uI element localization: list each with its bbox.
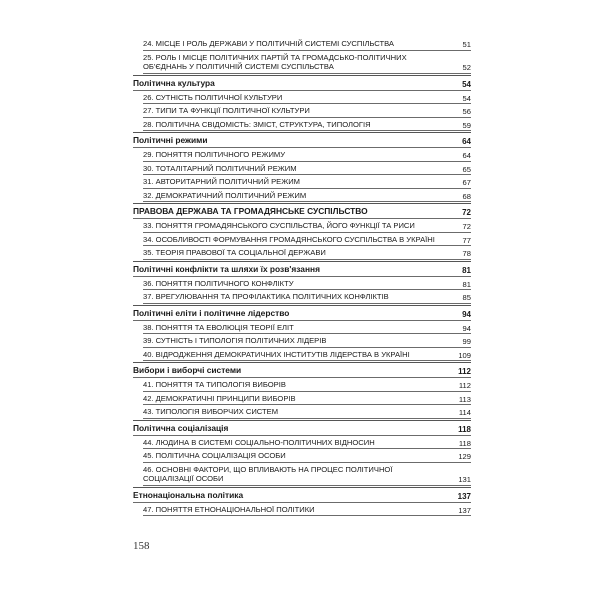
toc-entry xyxy=(133,437,471,451)
entry-title: 47. ПОНЯТТЯ ЕТНОНАЦІОНАЛЬНОЇ ПОЛІТИКИ xyxy=(143,505,471,517)
section-title: Політична культура xyxy=(133,78,471,91)
section-title: Вибори і виборчі системи xyxy=(133,365,471,378)
page-ref: 118 xyxy=(458,438,471,448)
entry-title: 43. ТИПОЛОГІЯ ВИБОРЧИХ СИСТЕМ xyxy=(143,407,471,419)
entry-title: 40. ВІДРОДЖЕННЯ ДЕМОКРАТИЧНИХ ІНСТИТУТІВ ЛІДЕРСТВА В УКРАЇНІ xyxy=(143,350,471,362)
entry-title: 32. ДЕМОКРАТИЧНИЙ ПОЛІТИЧНИЙ РЕЖИМ xyxy=(143,191,471,203)
section-title: ПРАВОВА ДЕРЖАВА ТА ГРОМАДЯНСЬКЕ СУСПІЛЬСТВО xyxy=(133,206,471,219)
toc-entry xyxy=(133,393,471,407)
toc-entry xyxy=(133,322,471,336)
toc-entry xyxy=(133,119,471,133)
page-ref: 52 xyxy=(462,63,471,72)
toc-entry xyxy=(133,335,471,349)
entry-title: 33. ПОНЯТТЯ ГРОМАДЯНСЬКОГО СУСПІЛЬСТВА, ЙОГО ФУНКЦІЇ ТА РИСИ xyxy=(143,221,471,233)
page-ref: 129 xyxy=(458,452,471,461)
entry-title: 38. ПОНЯТТЯ ТА ЕВОЛЮЦІЯ ТЕОРІЇ ЕЛІТ xyxy=(143,323,471,335)
entry-title: 37. ВРЕГУЛЮВАННЯ ТА ПРОФІЛАКТИКА ПОЛІТИЧНИХ КОНФЛІКТІВ xyxy=(143,292,471,304)
page-ref: 112 xyxy=(458,381,471,390)
page-ref: 78 xyxy=(462,249,471,258)
page-ref: 56 xyxy=(462,107,471,116)
page-ref: 112 xyxy=(458,367,471,376)
table-of-contents xyxy=(133,38,471,517)
page-ref: 54 xyxy=(462,79,471,89)
entry-title: 46. ОСНОВНІ ФАКТОРИ, ЩО ВПЛИВАЮТЬ НА ПРОЦЕС ПОЛІТИЧНОЇ СОЦІАЛІЗАЦІЇ ОСОБИ xyxy=(143,465,471,486)
entry-title: 31. АВТОРИТАРНИЙ ПОЛІТИЧНИЙ РЕЖИМ xyxy=(143,177,471,189)
toc-entry xyxy=(133,38,471,52)
toc-entry xyxy=(133,92,471,106)
section-title: Етнонаціональна політика xyxy=(133,490,471,503)
toc-entry xyxy=(133,220,471,234)
entry-title: 42. ДЕМОКРАТИЧНІ ПРИНЦИПИ ВИБОРІВ xyxy=(143,394,471,406)
entry-title: 36. ПОНЯТТЯ ПОЛІТИЧНОГО КОНФЛІКТУ xyxy=(143,279,471,291)
toc-section-heading xyxy=(133,203,471,220)
page-ref: 114 xyxy=(458,408,471,417)
toc-entry xyxy=(133,349,471,363)
page-ref: 51 xyxy=(462,40,471,49)
toc-section-heading xyxy=(133,362,471,379)
toc-entry xyxy=(133,52,471,75)
toc-entry xyxy=(133,406,471,420)
page-ref: 137 xyxy=(457,491,471,501)
toc-section-heading xyxy=(133,261,471,278)
page-ref: 68 xyxy=(462,191,471,201)
entry-title: 30. ТОТАЛІТАРНИЙ ПОЛІТИЧНИЙ РЕЖИМ xyxy=(143,164,471,176)
entry-title: 45. ПОЛІТИЧНА СОЦІАЛІЗАЦІЯ ОСОБИ xyxy=(143,451,471,463)
page-ref: 94 xyxy=(462,309,471,319)
entry-title: 29. ПОНЯТТЯ ПОЛІТИЧНОГО РЕЖИМУ xyxy=(143,150,471,162)
toc-entry xyxy=(133,379,471,393)
entry-title: 44. ЛЮДИНА В СИСТЕМІ СОЦІАЛЬНО-ПОЛІТИЧНИХ ВІДНОСИН xyxy=(143,438,471,450)
toc-entry xyxy=(133,247,471,261)
entry-title: 35. ТЕОРІЯ ПРАВОВОЇ ТА СОЦІАЛЬНОЇ ДЕРЖАВИ xyxy=(143,248,471,260)
page-ref: 65 xyxy=(462,164,471,174)
toc-section-heading xyxy=(133,132,471,149)
toc-entry xyxy=(133,163,471,177)
toc-entry xyxy=(133,278,471,292)
toc-entry xyxy=(133,105,471,119)
page-ref: 54 xyxy=(462,93,471,103)
page-ref: 81 xyxy=(462,279,471,289)
section-title: Політичні еліти і політичне лідерство xyxy=(133,308,471,321)
section-title: Політична соціалізація xyxy=(133,423,471,436)
page-ref: 137 xyxy=(458,505,471,515)
page-ref: 72 xyxy=(462,222,471,231)
page-number: 158 xyxy=(133,540,150,552)
entry-title: 25. РОЛЬ І МІСЦЕ ПОЛІТИЧНИХ ПАРТІЙ ТА ГРОМАДСЬКО-ПОЛІТИЧНИХ ОБ'ЄДНАНЬ У ПОЛІТИЧНІЙ СИСТЕМІ СУСПІЛЬСТВА xyxy=(143,53,471,74)
entry-title: 27. ТИПИ ТА ФУНКЦІЇ ПОЛІТИЧНОЇ КУЛЬТУРИ xyxy=(143,106,471,118)
page-ref: 85 xyxy=(462,293,471,302)
page-ref: 113 xyxy=(458,394,471,404)
toc-section-heading xyxy=(133,420,471,437)
toc-entry xyxy=(133,450,471,464)
toc-entry xyxy=(133,291,471,305)
entry-title: 24. МІСЦЕ І РОЛЬ ДЕРЖАВИ У ПОЛІТИЧНІЙ СИСТЕМІ СУСПІЛЬСТВА xyxy=(143,39,471,51)
page-ref: 64 xyxy=(462,137,471,146)
page-ref: 64 xyxy=(462,151,471,160)
toc-entry xyxy=(133,190,471,204)
page-ref: 67 xyxy=(462,178,471,187)
page-ref: 118 xyxy=(458,424,471,434)
entry-title: 41. ПОНЯТТЯ ТА ТИПОЛОГІЯ ВИБОРІВ xyxy=(143,380,471,392)
page-ref: 77 xyxy=(462,235,471,245)
toc-entry xyxy=(133,149,471,163)
toc-section-heading xyxy=(133,487,471,504)
entry-title: 26. СУТНІСТЬ ПОЛІТИЧНОЇ КУЛЬТУРИ xyxy=(143,93,471,105)
page-ref: 72 xyxy=(462,208,471,217)
page-ref: 59 xyxy=(462,120,471,130)
page-ref: 81 xyxy=(462,265,471,275)
page-ref: 99 xyxy=(462,337,471,346)
page-ref: 109 xyxy=(458,350,471,360)
toc-entry xyxy=(133,504,471,518)
toc-entry xyxy=(133,234,471,248)
section-title: Політичні режими xyxy=(133,135,471,148)
toc-section-heading xyxy=(133,75,471,92)
entry-title: 28. ПОЛІТИЧНА СВІДОМІСТЬ: ЗМІСТ, СТРУКТУРА, ТИПОЛОГІЯ xyxy=(143,120,471,132)
page-ref: 131 xyxy=(458,475,471,484)
entry-title: 34. ОСОБЛИВОСТІ ФОРМУВАННЯ ГРОМАДЯНСЬКОГО СУСПІЛЬСТВА В УКРАЇНІ xyxy=(143,235,471,247)
entry-title: 39. СУТНІСТЬ І ТИПОЛОГІЯ ПОЛІТИЧНИХ ЛІДЕРІВ xyxy=(143,336,471,348)
toc-section-heading xyxy=(133,305,471,322)
toc-entry xyxy=(133,176,471,190)
section-title: Політичні конфлікти та шляхи їх розв'язання xyxy=(133,264,471,277)
page-ref: 94 xyxy=(462,323,471,333)
toc-entry xyxy=(133,464,471,487)
